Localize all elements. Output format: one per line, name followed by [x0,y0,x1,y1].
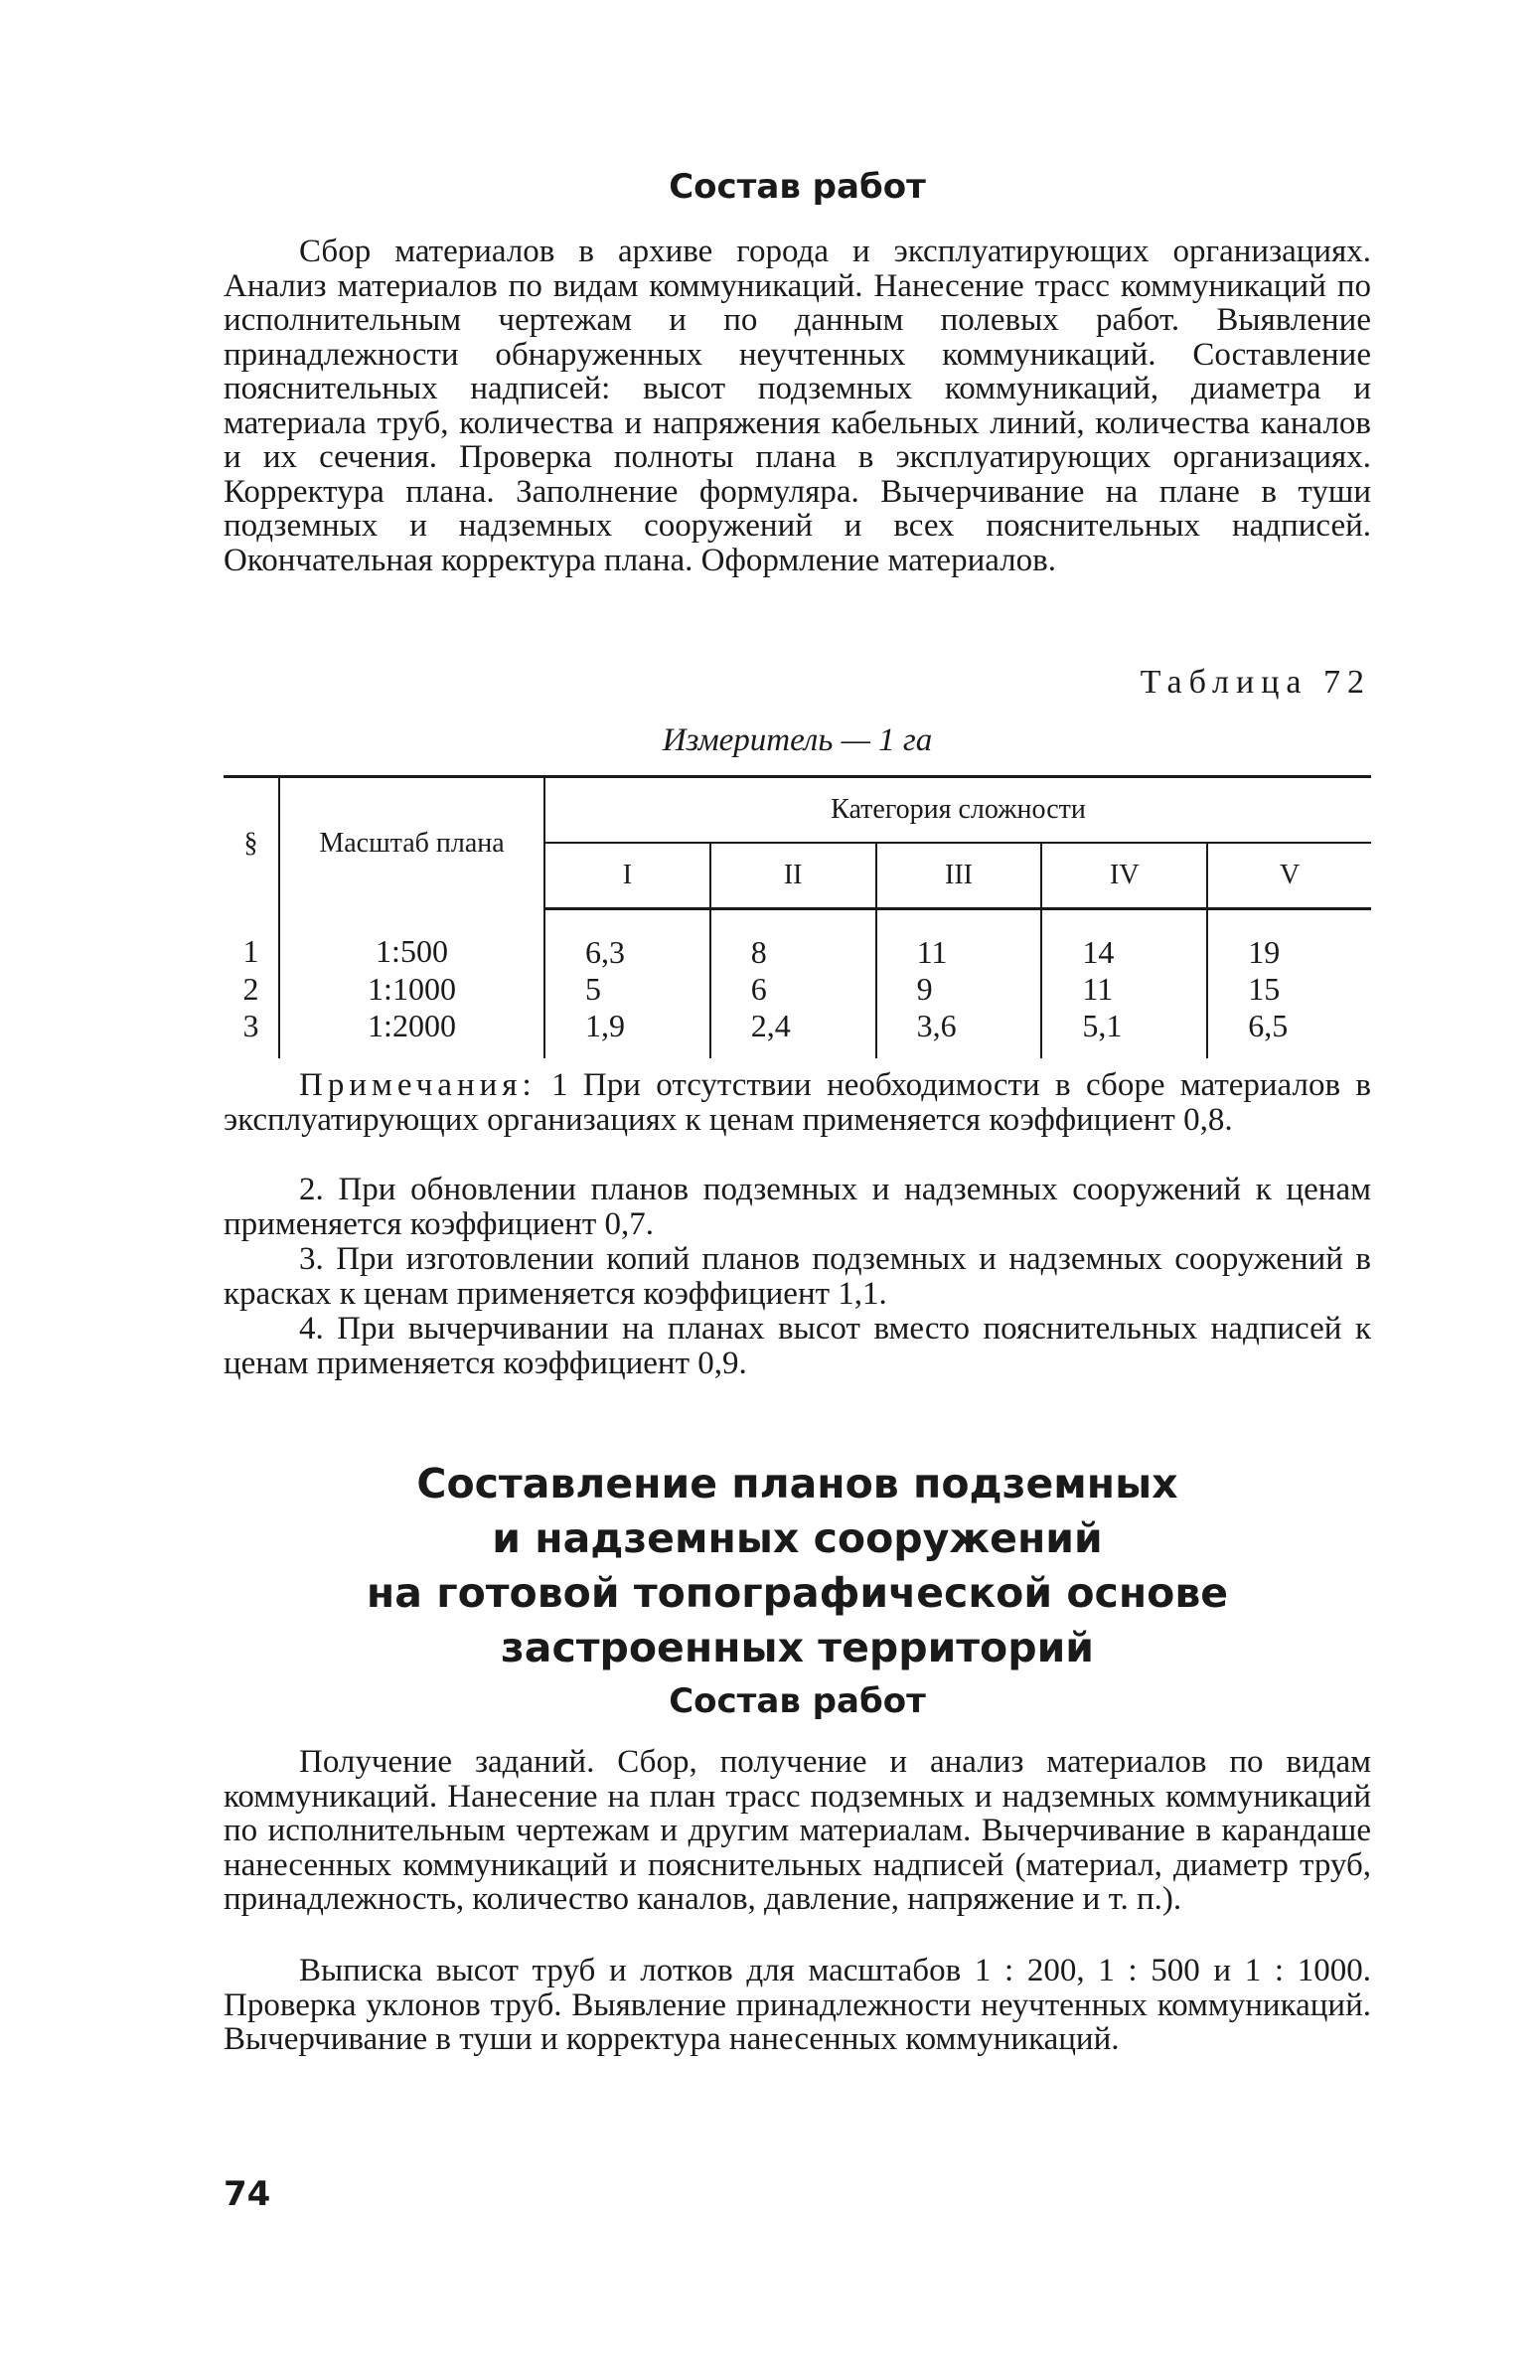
note-3: 3. При изготовлении копий планов подземных и надземных сооружений в красках к ценам применяется коэффициент 1,1. [224,1241,1371,1312]
value-cell: 1,9 [544,1008,710,1058]
section-title-line: на готовой топографической основе [366,1569,1229,1617]
category-header: IV [1041,843,1207,909]
value-cell: 3,6 [876,1008,1042,1058]
value-cell: 6,5 [1207,1008,1371,1058]
works-paragraph: Получение заданий. Сбор, получение и анализ материалов по видам коммуникаций. Нанесение на план трасс подземных и надземных коммуникаций по исполнительным чертежам и другим материалам. Вычерчивание в карандаше нанесенных коммуникаций и пояснительных надписей (материал, диаметр труб, принадлежность, количество каналов, давление, напряжение и т. п.). [224,1744,1371,1917]
row-scale: 1:500 [279,909,544,972]
category-header: I [544,843,710,909]
value-cell: 11 [1041,971,1207,1008]
value-cell: 8 [710,909,876,972]
value-cell: 19 [1207,909,1371,972]
note-1-text: 1 При отсутствии необходимости в сборе материалов в эксплуатирующих организациях к ценам применяется коэффициент 0,8. [224,1067,1372,1138]
value-cell: 11 [876,909,1042,972]
category-header: III [876,843,1042,909]
table-row [224,909,1371,972]
section-title-line: Составление планов подземных [416,1460,1178,1507]
col-header-category: Категория сложности [544,777,1371,844]
section-heading: Состав работ [669,1681,926,1721]
works-paragraph: Выписка высот труб и лотков для масштабов 1 : 200, 1 : 500 и 1 : 1000. Проверка уклонов труб. Выявление принадлежности неучтенных коммуникаций. Вычерчивание в туши и корректура нанесенных коммуникаций. [224,1953,1371,2057]
value-cell: 14 [1041,909,1207,972]
notes-label: Примечания: [299,1067,537,1103]
category-header: II [710,843,876,909]
category-header: V [1207,843,1371,909]
value-cell: 9 [876,971,1042,1008]
section-heading: Состав работ [669,167,926,207]
note-1 [224,1068,1371,1137]
note-2: 2. При обновлении планов подземных и надземных сооружений к ценам применяется коэффициент 0,7. [224,1172,1371,1242]
table-caption: Таблица 72 [1140,664,1371,701]
page-number: 74 [224,2174,271,2214]
section-title-line: застроенных территорий [500,1624,1095,1671]
col-header-num: § [224,777,279,909]
norm-table [224,775,1371,1058]
row-number: 3 [242,1008,259,1043]
value-cell: 2,4 [710,1008,876,1058]
row-scale: 1:1000 [279,971,544,1008]
value-cell: 5 [544,971,710,1008]
col-header-scale: Масштаб плана [279,777,544,909]
section-title-line: и надземных сооружений [492,1514,1103,1562]
value-cell: 6,3 [544,909,710,972]
table-row [224,971,1371,1008]
table-measure: Измеритель — 1 га [662,722,933,758]
works-paragraph: Сбор материалов в архиве города и эксплуатирующих организациях. Анализ материалов по видам коммуникаций. Нанесение трасс коммуникаций по исполнительным чертежам и по данным полевых работ. Выявление принадлежности обнаруженных неучтенных коммуникаций. Составление пояснительных надписей: высот подземных коммуникаций, диаметра и материала труб, количества и напряжения кабельных линий, количества каналов и их сечения. Проверка полноты плана в эксплуатирующих организациях. Корректура плана. Заполнение формуляра. Вычерчивание на плане в туши подземных и надземных сооружений и всех пояснительных надписей. Окончательная корректура плана. Оформление материалов. [224,234,1371,578]
row-scale: 1:2000 [279,1008,544,1058]
section-title [224,1457,1371,1675]
row-number: 1 [242,933,259,970]
value-cell: 6 [710,971,876,1008]
table-row [224,1008,1371,1058]
value-cell: 15 [1207,971,1371,1008]
value-cell: 5,1 [1041,1008,1207,1058]
row-number: 2 [242,971,259,1007]
note-4: 4. При вычерчивании на планах высот вместо пояснительных надписей к ценам применяется коэффициент 0,9. [224,1311,1371,1381]
